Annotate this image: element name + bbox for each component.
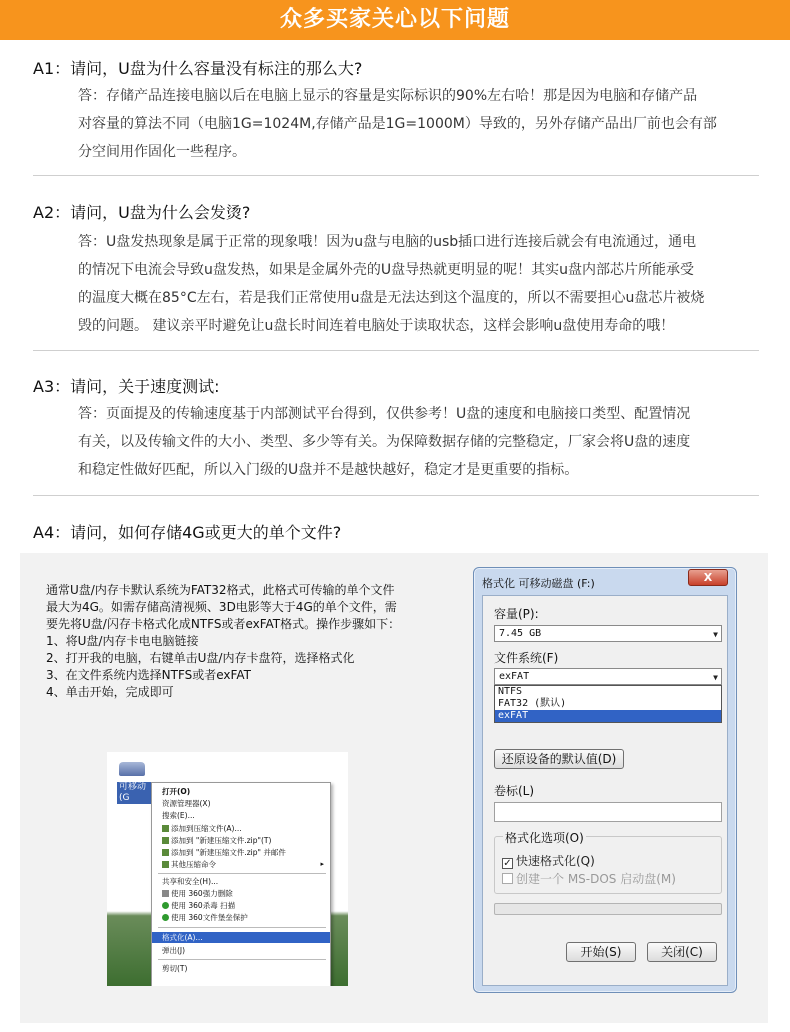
menu-item-add-zip[interactable] [152, 835, 330, 846]
explorer-screenshot [107, 752, 348, 986]
quick-format-checkbox[interactable] [502, 852, 595, 869]
answer-line: 的情况下电流会导致u盘发热，如果是金属外壳的U盘导热就更明显的呢！其实u盘内部芯片所能承受 [78, 262, 694, 278]
menu-item-share[interactable]: 共享和安全(H)... [162, 877, 219, 886]
msdos-boot-checkbox[interactable] [502, 870, 676, 887]
dialog-body [482, 595, 728, 986]
steps-line: 2、打开我的电脑，右键单击U盘/内存卡盘符，选择格式化 [46, 651, 355, 665]
capacity-label: 容量(P): [494, 607, 539, 621]
menu-separator [158, 927, 326, 928]
msdos-boot-label: 创建一个 MS-DOS 启动盘(M) [516, 872, 676, 886]
menu-item-eject[interactable]: 弹出(J) [162, 946, 186, 955]
archive-icon [162, 861, 169, 868]
start-button[interactable]: 开始(S) [566, 942, 636, 962]
filesystem-label: 文件系统(F) [494, 651, 559, 665]
menu-item-add-zip-email[interactable] [152, 847, 330, 858]
menu-item-360-delete[interactable] [152, 888, 330, 899]
close-button[interactable]: 关闭(C) [647, 942, 717, 962]
answer-line: 有关，以及传输文件的大小、类型、多少等有关。为保障数据存储的完整稳定，厂家会将U盘的速度 [78, 434, 691, 450]
steps-line: 3、在文件系统内选择NTFS或者exFAT [46, 668, 251, 682]
steps-line: 4、单击开始，完成即可 [46, 685, 174, 699]
menu-item-format[interactable]: 格式化(A)... [152, 932, 330, 943]
close-icon[interactable]: X [688, 569, 728, 586]
steps-line: 通常U盘/内存卡默认系统为FAT32格式，此格式可传输的单个文件 [46, 583, 395, 597]
removable-drive-icon [119, 762, 145, 776]
menu-separator [158, 873, 326, 874]
steps-line: 要先将U盘/闪存卡格式化成NTFS或者exFAT格式。操作步骤如下： [46, 617, 401, 631]
antivirus-icon [162, 902, 169, 909]
banner-title: 众多买家关心以下问题 [0, 0, 790, 40]
answer-line: 对容量的算法不同（电脑1G=1024M,存储产品是1G=1000M）导致的，另外存储产品出厂前也会有部 [78, 116, 717, 132]
answer-line: 毁的问题。 建议亲平时避免让u盘长时间连着电脑处于读取状态，这样会影响u盘使用寿命的哦！ [78, 318, 675, 334]
format-dialog [473, 567, 737, 993]
capacity-value: 7.45 GB [499, 628, 542, 639]
filesystem-value: exFAT [499, 671, 530, 682]
checkbox-check-icon: ✓ [503, 858, 512, 869]
checkbox-empty-icon [502, 873, 513, 884]
volume-label-input[interactable] [494, 802, 722, 822]
archive-icon [162, 825, 169, 832]
archive-icon [162, 849, 169, 856]
menu-item-360-protect[interactable] [152, 912, 330, 923]
question-a2: A2：请问，U盘为什么会发烫? [33, 203, 251, 222]
format-options-label: 格式化选项(O) [505, 831, 584, 845]
steps-line: 1、将U盘/内存卡电电脑链接 [46, 634, 199, 648]
dialog-title: 格式化 可移动磁盘 (F:) [482, 577, 595, 590]
menu-item-explorer[interactable]: 资源管理器(X) [162, 799, 211, 808]
question-a1: A1：请问，U盘为什么容量没有标注的那么大? [33, 59, 363, 78]
restore-defaults-button[interactable]: 还原设备的默认值(D) [494, 749, 624, 769]
shredder-icon [162, 890, 169, 897]
menu-item-label: 添加到压缩文件(A)... [171, 824, 242, 833]
filesystem-option-exfat[interactable]: exFAT [495, 710, 721, 722]
answer-a3 [78, 400, 763, 484]
answer-line: 的温度大概在85°C左右，若是我们正常使用u盘是无法达到这个温度的，所以不需要担心u盘芯片被烧 [78, 290, 705, 306]
menu-item-label: 使用 360文件堡垒保护 [171, 913, 248, 922]
menu-item-cut[interactable]: 剪切(T) [162, 964, 188, 973]
filesystem-option-fat32[interactable]: FAT32 (默认) [498, 698, 567, 709]
menu-item-search[interactable]: 搜索(E)... [162, 811, 195, 820]
menu-item-open[interactable]: 打开(O) [162, 787, 191, 796]
menu-separator [158, 959, 326, 960]
context-menu [151, 782, 331, 986]
answer-a1 [78, 82, 763, 166]
divider [33, 495, 759, 496]
menu-item-other-archive[interactable] [152, 859, 330, 870]
divider [33, 350, 759, 351]
menu-item-label: 使用 360强力删除 [171, 889, 233, 898]
format-progress-bar [494, 903, 722, 915]
volume-label: 卷标(L) [494, 784, 535, 798]
answer-line: 答：U盘发热现象是属于正常的现象哦！因为u盘与电脑的usb插口进行连接后就会有电流通过，通电 [78, 234, 697, 250]
archive-icon [162, 837, 169, 844]
question-a3: A3：请问，关于速度测试: [33, 377, 220, 396]
filesystem-option-ntfs[interactable]: NTFS [498, 686, 523, 697]
answer-line: 和稳定性做好匹配，所以入门级的U盘并不是越快越好，稳定才是更重要的指标。 [78, 462, 579, 478]
steps-line: 最大为4G。如需存储高清视频、3D电影等大于4G的单个文件，需 [46, 600, 397, 614]
menu-item-add-archive[interactable] [152, 823, 330, 834]
answer-line: 答：页面提及的传输速度基于内部测试平台得到，仅供参考！U盘的速度和电脑接口类型、配置情况 [78, 406, 691, 422]
menu-item-label: 添加到 "新建压缩文件.zip"(T) [171, 836, 272, 845]
menu-item-label: 使用 360杀毒 扫描 [171, 901, 236, 910]
submenu-arrow-icon: ▸ [320, 860, 324, 868]
drive-label: 可移动 (G [117, 782, 153, 804]
menu-item-360-scan[interactable] [152, 900, 330, 911]
menu-item-label: 其他压缩命令 [171, 860, 216, 869]
divider [33, 175, 759, 176]
chevron-down-icon: ▼ [713, 673, 718, 682]
capacity-select[interactable] [494, 625, 722, 642]
answer-line: 分空间用作固化一些程序。 [78, 144, 246, 160]
answer-a2 [78, 228, 763, 340]
menu-item-label: 添加到 "新建压缩文件.zip" 并邮件 [171, 848, 286, 857]
question-a4: A4：请问，如何存储4G或更大的单个文件? [33, 523, 342, 542]
format-steps [46, 582, 466, 701]
chevron-down-icon: ▼ [713, 630, 718, 639]
shield-icon [162, 914, 169, 921]
filesystem-select[interactable] [494, 668, 722, 685]
filesystem-dropdown [494, 685, 722, 723]
quick-format-label: 快速格式化(Q) [516, 854, 595, 868]
answer-line: 答：存储产品连接电脑以后在电脑上显示的容量是实际标识的90%左右哈！那是因为电脑和存储产品 [78, 88, 698, 104]
